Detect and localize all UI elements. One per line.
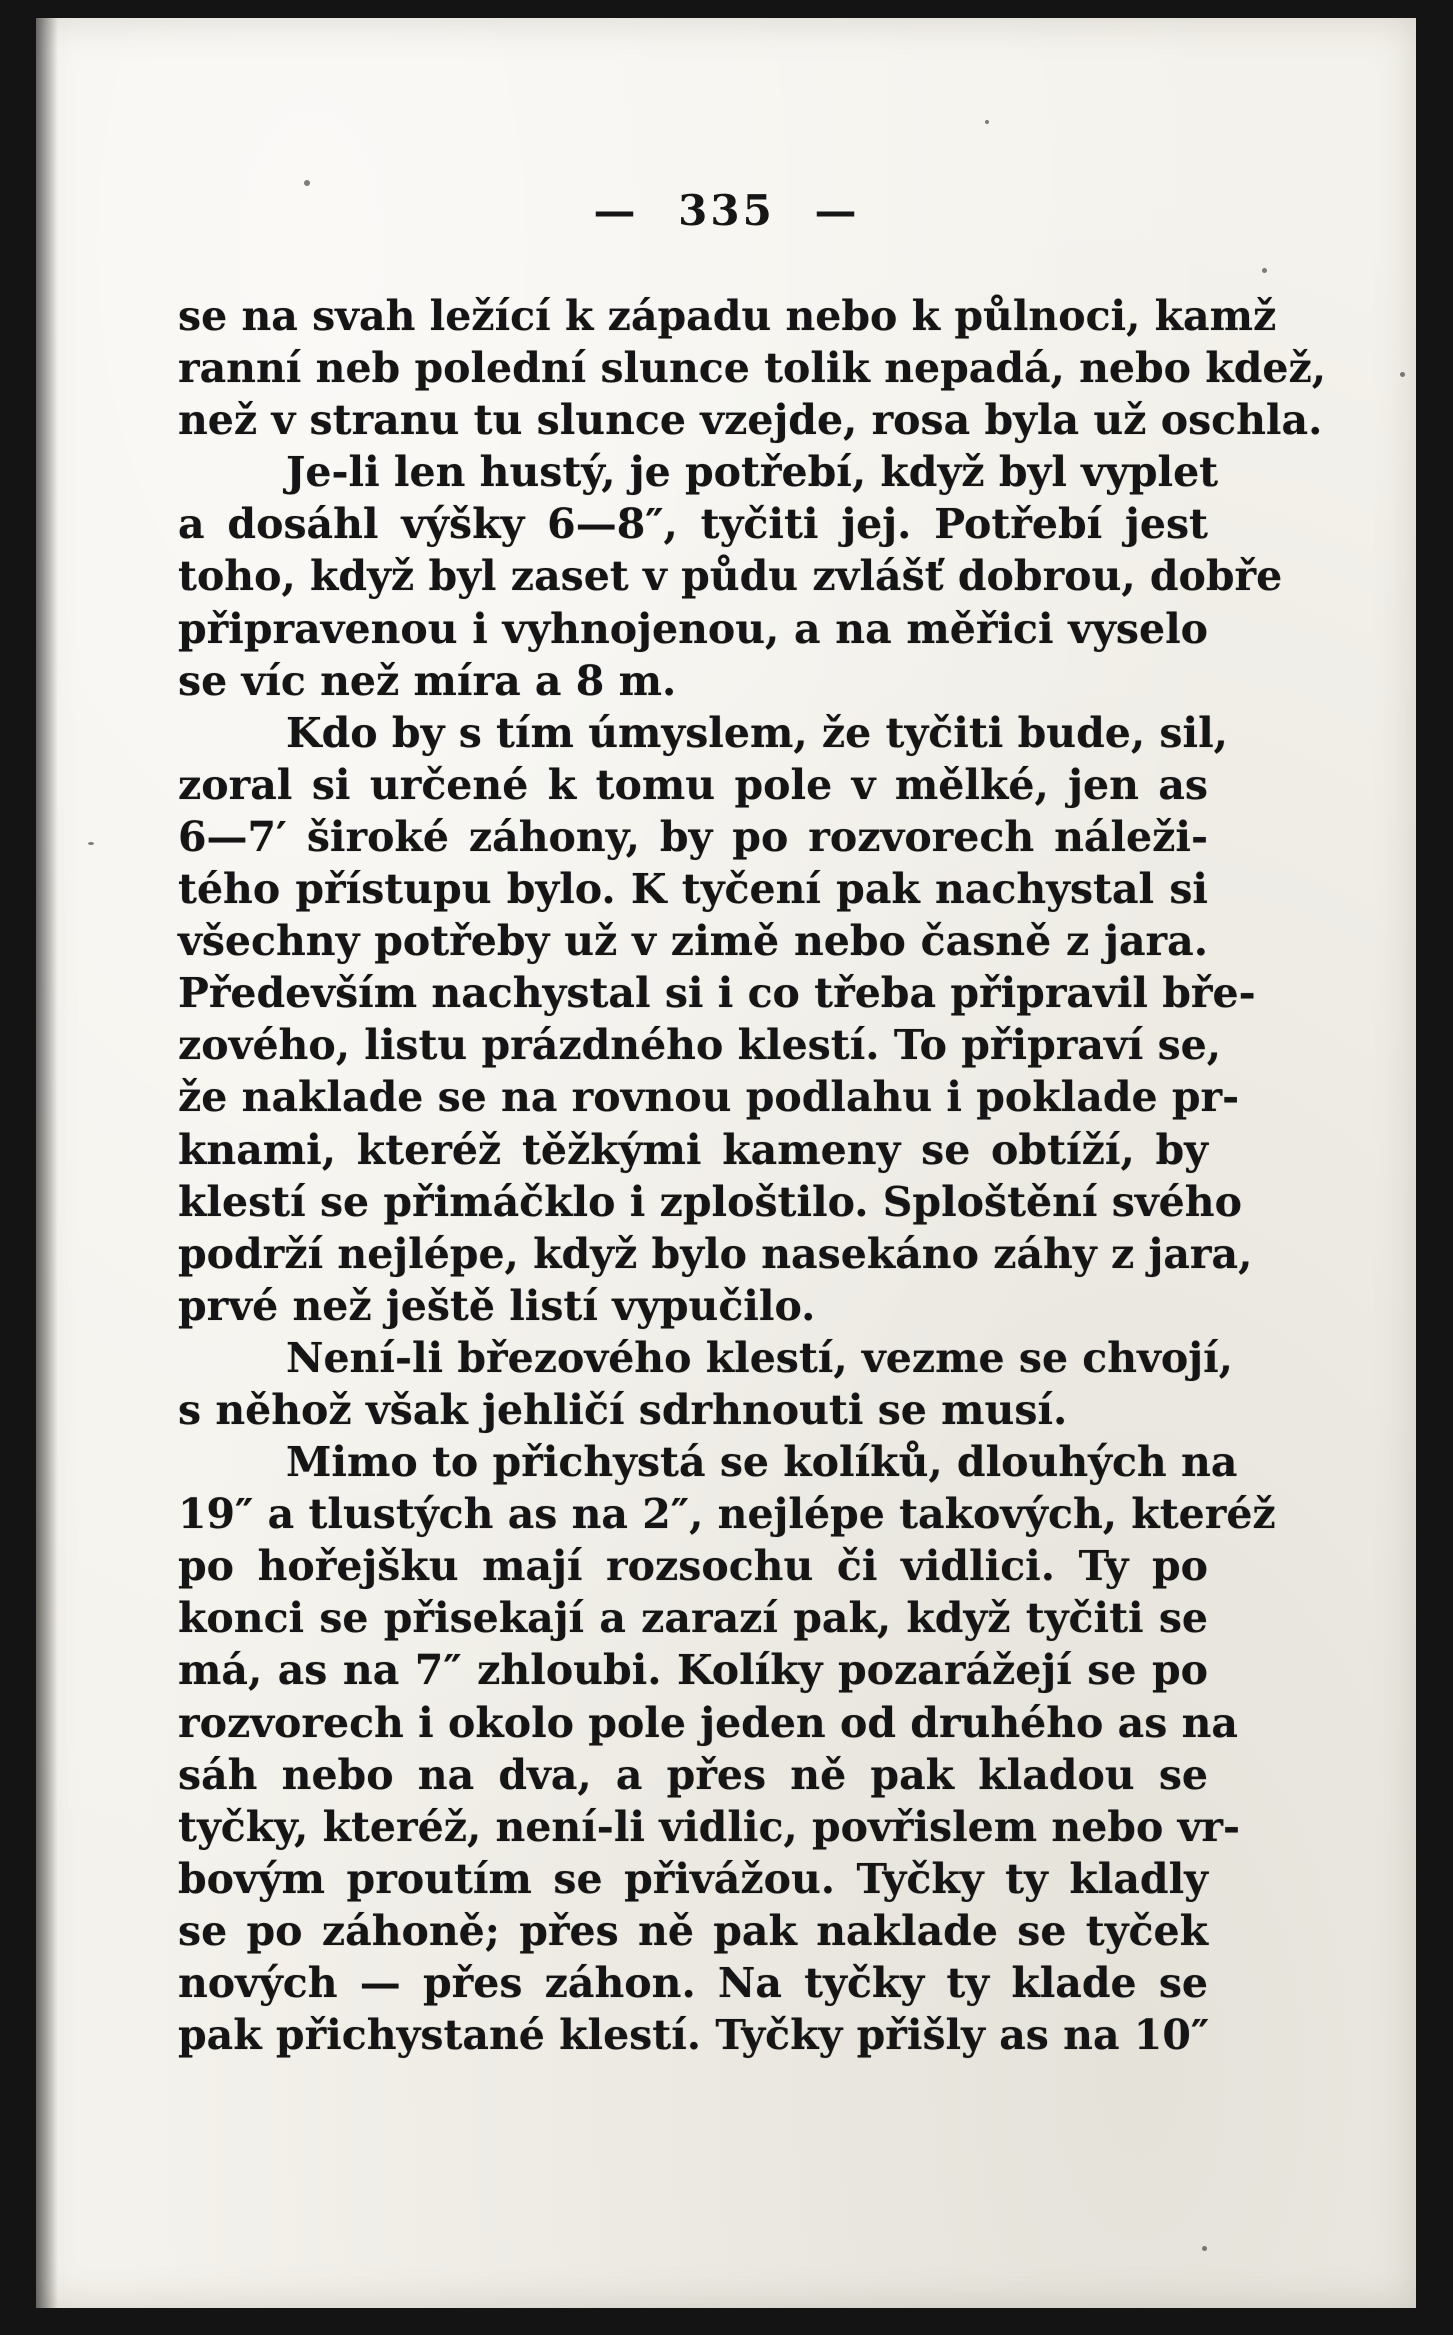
header-dash-right: — — [814, 186, 860, 235]
text-line: nových — přes záhon. Na tyčky ty klade se — [178, 1959, 1208, 2007]
ink-speck — [1202, 2246, 1207, 2251]
body-text — [178, 290, 1326, 2061]
text-line: sáh nebo na dva, a přes ně pak kladou se — [178, 1750, 1208, 1799]
text-line: 19″ a tlustých as na 2″, nejlépe takových, kteréž — [178, 1490, 1276, 1539]
text-line: pak přichystané klestí. Tyčky přišly as na 10″ — [178, 2011, 1210, 2060]
text-line: všechny potřeby už v zimě nebo časně z jara. — [178, 917, 1208, 966]
page-edge-shadow — [36, 18, 58, 2308]
text-line: po hořejšku mají rozsochu či vidlici. Ty po — [178, 1542, 1208, 1591]
text-line: s něhož však jehličí sdrhnouti se musí. — [178, 1385, 1068, 1434]
text-line: se víc než míra a 8 m. — [178, 656, 677, 705]
text-line: má, as na 7″ zhloubi. Kolíky pozarážejí se po — [178, 1646, 1208, 1695]
text-line: Je-li len hustý, je potřebí, když byl vyplet — [286, 448, 1219, 497]
text-line: knami, kteréž těžkými kameny se obtíží, by — [178, 1125, 1208, 1174]
text-line: a dosáhl výšky 6—8″, tyčiti jej. Potřebí jest — [178, 500, 1208, 549]
page-number-header — [0, 186, 1453, 235]
text-line: ranní neb polední slunce tolik nepadá, nebo kdež, — [178, 344, 1326, 393]
text-line: 6—7′ široké záhony, by po rozvorech náleži- — [178, 812, 1208, 861]
ink-speck — [985, 120, 989, 124]
text-line: že naklade se na rovnou podlahu i poklade pr- — [178, 1073, 1240, 1122]
header-dash-left: — — [593, 186, 639, 235]
text-line: se na svah ležící k západu nebo k půlnoci, kamž — [178, 292, 1277, 340]
text-line: bovým proutím se přivážou. Tyčky ty kladly — [178, 1854, 1208, 1903]
text-line: podrží nejlépe, když bylo nasekáno záhy z jara, — [178, 1229, 1253, 1278]
text-line: zoral si určené k tomu pole v mělké, jen as — [178, 760, 1208, 809]
ink-speck — [88, 842, 94, 845]
text-line: Není-li březového klestí, vezme se chvojí, — [286, 1333, 1233, 1382]
text-line: klestí se přimáčklo i zploštilo. Sploštění svého — [178, 1177, 1242, 1226]
page-number: 335 — [678, 186, 775, 235]
text-line: toho, když byl zaset v půdu zvlášť dobrou, dobře — [178, 552, 1283, 601]
text-line: rozvorech i okolo pole jeden od druhého as na — [178, 1698, 1238, 1747]
ink-speck — [1262, 268, 1267, 273]
text-line: Především nachystal si i co třeba připravil bře- — [178, 969, 1256, 1018]
ink-speck — [1400, 372, 1405, 377]
text-line: se po záhoně; přes ně pak naklade se tyček — [178, 1906, 1208, 1955]
text-line: tého přístupu bylo. K tyčení pak nachystal si — [178, 865, 1208, 914]
text-line: než v stranu tu slunce vzejde, rosa byla už oschla. — [178, 396, 1323, 445]
text-line: připravenou i vyhnojenou, a na měřici vyselo — [178, 604, 1208, 653]
text-line: Kdo by s tím úmyslem, že tyčiti bude, sil, — [286, 708, 1228, 757]
text-line: zového, listu prázdného klestí. To připraví se, — [178, 1021, 1222, 1070]
text-line: tyčky, kteréž, není-li vidlic, povřislem nebo vr- — [178, 1802, 1241, 1851]
text-line: Mimo to přichystá se kolíků, dlouhých na — [286, 1438, 1238, 1487]
text-line: konci se přisekají a zarazí pak, když tyčiti se — [178, 1594, 1208, 1643]
text-line: prvé než ještě listí vypučilo. — [178, 1281, 816, 1330]
